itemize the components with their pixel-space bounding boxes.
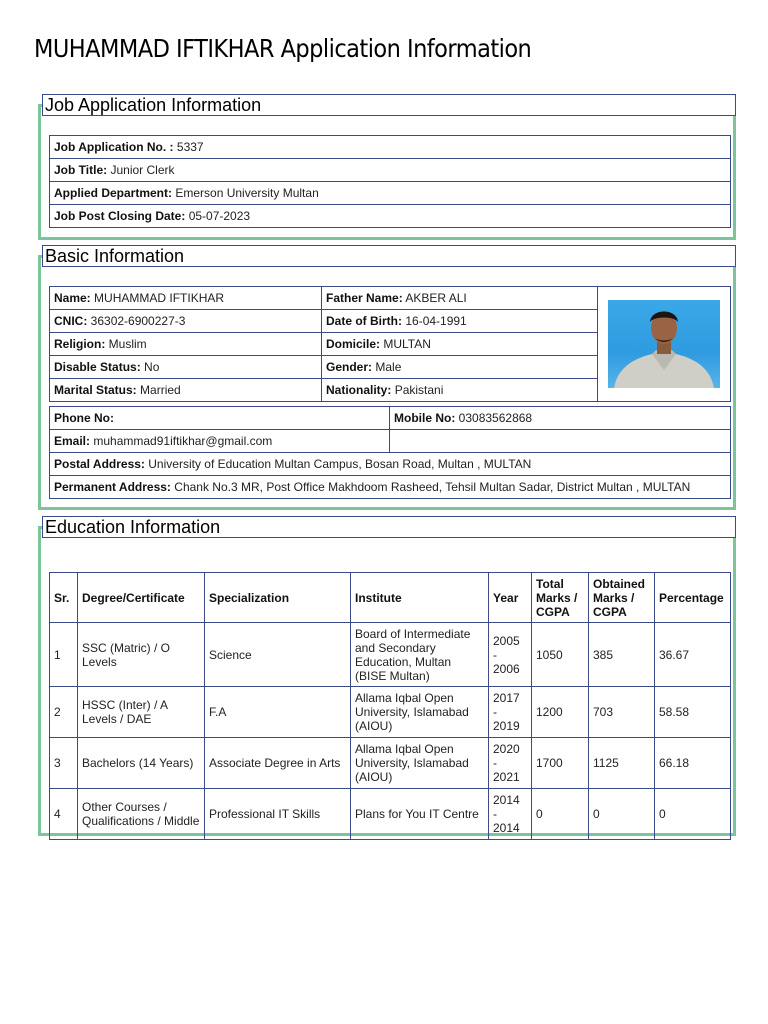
field-label: Job Title: — [54, 163, 108, 177]
religion-value: Muslim — [108, 337, 147, 351]
name-value: MUHAMMAD IFTIKHAR — [94, 291, 225, 305]
table-row — [50, 205, 731, 228]
table-cell: 703 — [589, 687, 655, 738]
job-application-table — [49, 135, 731, 228]
table-row — [50, 136, 731, 159]
religion-label: Religion: — [54, 337, 106, 351]
contact-table — [49, 406, 731, 499]
column-header: Degree/Certificate — [78, 573, 205, 623]
basic-information-header: Basic Information — [42, 245, 736, 267]
email-value: muhammad91iftikhar@gmail.com — [93, 434, 273, 448]
table-row — [50, 738, 731, 789]
table-row — [50, 789, 731, 840]
field-label: Job Application No. : — [54, 140, 174, 154]
gender-label: Gender: — [326, 360, 373, 374]
phone-label: Phone No: — [54, 411, 114, 425]
table-cell: Allama Iqbal Open University, Islamabad (AIOU) — [351, 687, 489, 738]
column-header: Total Marks / CGPA — [532, 573, 589, 623]
table-row — [50, 430, 731, 453]
job-application-header: Job Application Information — [42, 94, 736, 116]
permanent-address-label: Permanent Address: — [54, 480, 171, 494]
column-header: Percentage — [655, 573, 731, 623]
column-header: Obtained Marks / CGPA — [589, 573, 655, 623]
job-application-section — [38, 95, 736, 240]
column-header: Sr. — [50, 573, 78, 623]
table-cell: 0 — [655, 789, 731, 840]
table-cell: 0 — [532, 789, 589, 840]
mobile-value: 03083562868 — [458, 411, 533, 425]
table-cell: 1050 — [532, 623, 589, 687]
column-header: Specialization — [205, 573, 351, 623]
table-row — [50, 687, 731, 738]
table-cell: Associate Degree in Arts — [205, 738, 351, 789]
field-value: Emerson University Multan — [175, 186, 319, 200]
table-cell: 1700 — [532, 738, 589, 789]
nationality-value: Pakistani — [394, 383, 444, 397]
field-value: 05-07-2023 — [188, 209, 251, 223]
applicant-photo — [608, 300, 720, 388]
table-row — [50, 159, 731, 182]
name-label: Name: — [54, 291, 91, 305]
domicile-value: MULTAN — [383, 337, 431, 351]
dob-label: Date of Birth: — [326, 314, 402, 328]
gender-value: Male — [375, 360, 402, 374]
cnic-label: CNIC: — [54, 314, 88, 328]
dob-value: 16-04-1991 — [405, 314, 467, 328]
table-row — [50, 182, 731, 205]
cnic-value: 36302-6900227-3 — [90, 314, 186, 328]
basic-info-table — [49, 286, 731, 402]
table-cell: 4 — [50, 789, 78, 840]
education-section — [38, 517, 736, 836]
domicile-label: Domicile: — [326, 337, 381, 351]
table-cell: 2014 - 2014 — [489, 789, 532, 840]
table-cell: 36.67 — [655, 623, 731, 687]
table-cell: 66.18 — [655, 738, 731, 789]
postal-address-value: University of Education Multan Campus, Bosan Road, Multan , MULTAN — [148, 457, 532, 471]
photo-cell — [598, 287, 731, 402]
nationality-label: Nationality: — [326, 383, 392, 397]
education-table — [49, 572, 731, 840]
table-row — [50, 476, 731, 499]
permanent-address-value: Chank No.3 MR, Post Office Makhdoom Rasheed, Tehsil Multan Sadar, District Multan , MULTAN — [174, 480, 691, 494]
father-name-label: Father Name: — [326, 291, 403, 305]
table-cell: Plans for You IT Centre — [351, 789, 489, 840]
field-value: 5337 — [176, 140, 204, 154]
table-row — [50, 453, 731, 476]
field-value: Junior Clerk — [110, 163, 175, 177]
table-cell: 385 — [589, 623, 655, 687]
table-cell: 1125 — [589, 738, 655, 789]
table-cell: 2020 - 2021 — [489, 738, 532, 789]
basic-information-section — [38, 246, 736, 510]
table-cell: 3 — [50, 738, 78, 789]
table-cell: 2005 - 2006 — [489, 623, 532, 687]
table-row — [50, 287, 731, 310]
table-cell: F.A — [205, 687, 351, 738]
column-header: Institute — [351, 573, 489, 623]
marital-status-label: Marital Status: — [54, 383, 137, 397]
table-cell: Allama Iqbal Open University, Islamabad (AIOU) — [351, 738, 489, 789]
field-label: Applied Department: — [54, 186, 173, 200]
table-cell: 1200 — [532, 687, 589, 738]
table-cell: 2 — [50, 687, 78, 738]
table-cell: Science — [205, 623, 351, 687]
marital-status-value: Married — [140, 383, 181, 397]
table-cell: Professional IT Skills — [205, 789, 351, 840]
table-cell: Board of Intermediate and Secondary Education, Multan (BISE Multan) — [351, 623, 489, 687]
field-label: Job Post Closing Date: — [54, 209, 186, 223]
table-cell: Other Courses / Qualifications / Middle — [78, 789, 205, 840]
table-header-row — [50, 573, 731, 623]
table-cell: 1 — [50, 623, 78, 687]
column-header: Year — [489, 573, 532, 623]
father-name-value: AKBER ALI — [405, 291, 467, 305]
table-row — [50, 623, 731, 687]
table-row — [50, 407, 731, 430]
disable-status-value: No — [144, 360, 160, 374]
table-cell: 2017 - 2019 — [489, 687, 532, 738]
table-cell: SSC (Matric) / O Levels — [78, 623, 205, 687]
table-cell: 0 — [589, 789, 655, 840]
table-cell: HSSC (Inter) / A Levels / DAE — [78, 687, 205, 738]
disable-status-label: Disable Status: — [54, 360, 141, 374]
education-header: Education Information — [42, 516, 736, 538]
mobile-label: Mobile No: — [394, 411, 456, 425]
empty-cell — [390, 430, 731, 453]
page-title: MUHAMMAD IFTIKHAR Application Information — [34, 34, 532, 63]
postal-address-label: Postal Address: — [54, 457, 145, 471]
email-label: Email: — [54, 434, 91, 448]
person-photo-icon — [608, 300, 720, 388]
table-cell: Bachelors (14 Years) — [78, 738, 205, 789]
table-cell: 58.58 — [655, 687, 731, 738]
